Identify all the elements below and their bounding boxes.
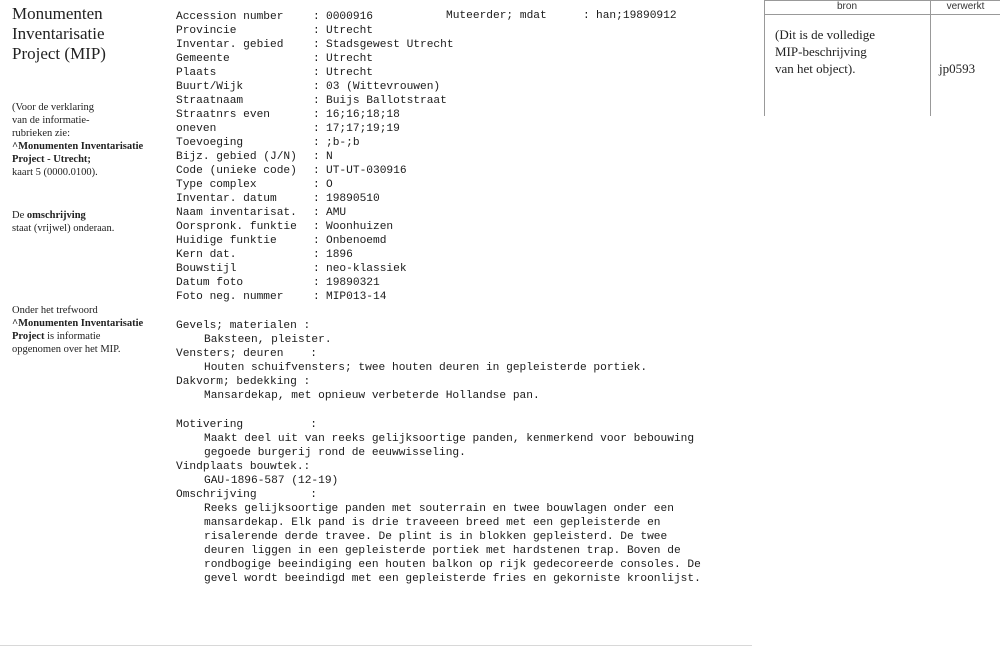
field-row (176, 24, 476, 38)
field-colon: : (313, 67, 320, 79)
verwerkt-value: jp0593 (939, 61, 976, 76)
note-line: ^Monumenten Inventarisatie (12, 318, 144, 329)
field-row (176, 220, 476, 234)
field-colon: : (313, 221, 320, 233)
field-label: Straatnaam (176, 95, 244, 107)
field-row (176, 94, 476, 108)
field-colon: : (313, 207, 320, 219)
field-colon: : (313, 249, 320, 261)
field-colon: : (313, 165, 320, 177)
field-colon: : (313, 193, 320, 205)
field-label: oneven (176, 123, 217, 135)
trefwoord-note (12, 304, 143, 356)
field-colon: : (313, 277, 320, 289)
field-label: Straatnrs even (176, 109, 270, 121)
header-bron: bron (836, 1, 857, 12)
vensters-text: Houten schuifvensters; twee houten deuren in gepleisterde portiek. (204, 362, 648, 374)
note-line: staat (vrijwel) onderaan. (12, 223, 115, 234)
bottom-rule (0, 645, 752, 646)
field-value: 1896 (326, 249, 353, 261)
field-value: Buijs Ballotstraat (326, 95, 447, 107)
note-bold: omschrijving (26, 210, 86, 221)
field-label: Foto neg. nummer (176, 291, 284, 303)
field-colon: : (583, 10, 590, 22)
field-value: Utrecht (326, 67, 373, 79)
field-value: 17;17;19;19 (326, 123, 400, 135)
field-value: Utrecht (326, 53, 373, 65)
note-line: van de informatie- (12, 115, 90, 126)
field-value: O (326, 179, 333, 191)
note-line (12, 330, 143, 343)
field-label: Code (unieke code) (176, 165, 297, 177)
field-label: Toevoeging (176, 137, 244, 149)
field-value: N (326, 151, 333, 163)
table-border (930, 0, 931, 116)
field-row (176, 122, 476, 136)
field-label: Datum foto (176, 277, 244, 289)
field-value: ;b-;b (326, 137, 360, 149)
field-label: Buurt/Wijk (176, 81, 244, 93)
note-prefix: De (12, 210, 27, 221)
omschrijving-line: risalerende derde travee. De plint is in blokken gepleisterd. De twee (204, 531, 668, 543)
note-line: Onder het trefwoord (12, 305, 98, 316)
field-label: Kern dat. (176, 249, 237, 261)
field-value: UT-UT-030916 (326, 165, 407, 177)
field-row (176, 136, 476, 150)
field-label: Provincie (176, 25, 237, 37)
field-row (176, 38, 476, 52)
field-colon: : (313, 11, 320, 23)
field-label: Gemeente (176, 53, 230, 65)
field-colon: : (313, 235, 320, 247)
omschrijving-heading: Omschrijving : (176, 489, 317, 501)
field-row (176, 276, 476, 290)
left-title (12, 4, 106, 64)
field-row (176, 164, 476, 178)
field-colon: : (313, 137, 320, 149)
field-row (176, 206, 476, 220)
field-colon: : (313, 123, 320, 135)
header-verwerkt: verwerkt (946, 1, 985, 12)
field-colon: : (313, 151, 320, 163)
omschrijving-line: deuren liggen in een gepleisterde portiek met hardstenen trap. Boven de (204, 545, 681, 557)
muteerder-value: han;19890912 (596, 10, 677, 22)
gevels-heading: Gevels; materialen : (176, 320, 311, 332)
field-row (176, 80, 476, 94)
field-value: Stadsgewest Utrecht (326, 39, 454, 51)
vindplaats-text: GAU-1896-587 (12-19) (204, 475, 339, 487)
field-colon: : (313, 53, 320, 65)
bron-verwerkt-table (764, 0, 1000, 116)
field-value: 19890321 (326, 277, 380, 289)
field-colon: : (313, 109, 320, 121)
field-row (176, 234, 476, 248)
field-value: neo-klassiek (326, 263, 407, 275)
note-rest: is informatie (44, 331, 101, 342)
field-row (176, 66, 476, 80)
field-row (176, 262, 476, 276)
field-label: Oorspronk. funktie (176, 221, 297, 233)
field-row (176, 108, 476, 122)
field-row (176, 150, 476, 164)
field-row (176, 290, 476, 304)
field-row (176, 10, 476, 24)
field-label: Plaats (176, 67, 217, 79)
table-border (764, 14, 1000, 15)
field-label: Bijz. gebied (J/N) (176, 151, 297, 163)
info-rubrieken-note (12, 101, 143, 179)
bron-line: van het object). (775, 61, 856, 76)
field-colon: : (313, 25, 320, 37)
field-colon: : (313, 291, 320, 303)
note-line: opgenomen over het MIP. (12, 344, 121, 355)
bron-line: (Dit is de volledige (775, 27, 876, 42)
omschrijving-note (12, 209, 114, 235)
bron-text (775, 26, 925, 77)
field-colon: : (313, 95, 320, 107)
table-border (764, 0, 765, 116)
field-colon: : (313, 39, 320, 51)
omschrijving-line: Reeks gelijksoortige panden met souterrain en twee bouwlagen onder een (204, 503, 674, 515)
note-line (12, 209, 114, 222)
field-label: Inventar. gebied (176, 39, 284, 51)
field-label: Accession number (176, 11, 284, 23)
field-value: 0000916 (326, 11, 373, 23)
field-colon: : (313, 263, 320, 275)
vensters-heading: Vensters; deuren : (176, 348, 317, 360)
field-value: Utrecht (326, 25, 373, 37)
field-colon: : (313, 81, 320, 93)
field-row (176, 248, 476, 262)
note-line: rubrieken zie: (12, 128, 71, 139)
field-value: 19890510 (326, 193, 380, 205)
note-line: ^Monumenten Inventarisatie (12, 141, 144, 152)
omschrijving-line: mansardekap. Elk pand is drie traveeen breed met een gepleisterde en (204, 517, 661, 529)
field-row (176, 52, 476, 66)
vindplaats-heading: Vindplaats bouwtek.: (176, 461, 311, 473)
field-label: Inventar. datum (176, 193, 277, 205)
field-label: Naam inventarisat. (176, 207, 297, 219)
field-row (176, 178, 476, 192)
omschrijving-line: rondbogige beeindiging een houten balkon op rijk gedecoreerde consoles. De (204, 559, 701, 571)
gevels-text: Baksteen, pleister. (204, 334, 332, 346)
field-label: Huidige funktie (176, 235, 277, 247)
field-label: Type complex (176, 179, 257, 191)
note-line: (Voor de verklaring (12, 102, 95, 113)
field-colon: : (313, 179, 320, 191)
field-value: AMU (326, 207, 347, 219)
field-row (176, 192, 476, 206)
motivering-heading: Motivering : (176, 419, 317, 431)
field-value: 03 (Wittevrouwen) (326, 81, 441, 93)
field-value: Onbenoemd (326, 235, 387, 247)
motivering-line: gegoede burgerij rond de eeuwwisseling. (204, 447, 466, 459)
note-line: Project - Utrecht; (12, 154, 91, 165)
field-value: 16;16;18;18 (326, 109, 400, 121)
field-value: MIP013-14 (326, 291, 387, 303)
dakvorm-text: Mansardekap, met opnieuw verbeterde Hollandse pan. (204, 390, 540, 402)
title-line: Inventarisatie (12, 24, 105, 43)
field-label: Bouwstijl (176, 263, 237, 275)
note-line: kaart 5 (0000.0100). (12, 167, 98, 178)
note-bold: Project (12, 331, 45, 342)
title-line: Project (MIP) (12, 44, 106, 63)
dakvorm-heading: Dakvorm; bedekking : (176, 376, 311, 388)
bron-line: MIP-beschrijving (775, 44, 867, 59)
field-value: Woonhuizen (326, 221, 394, 233)
omschrijving-line: gevel wordt beeindigd met een gepleisterde fries en gekorniste kroonlijst. (204, 573, 701, 585)
motivering-line: Maakt deel uit van reeks gelijksoortige panden, kenmerkend voor bebouwing (204, 433, 695, 445)
muteerder-label: Muteerder; mdat (446, 10, 547, 22)
title-line: Monumenten (12, 4, 103, 23)
